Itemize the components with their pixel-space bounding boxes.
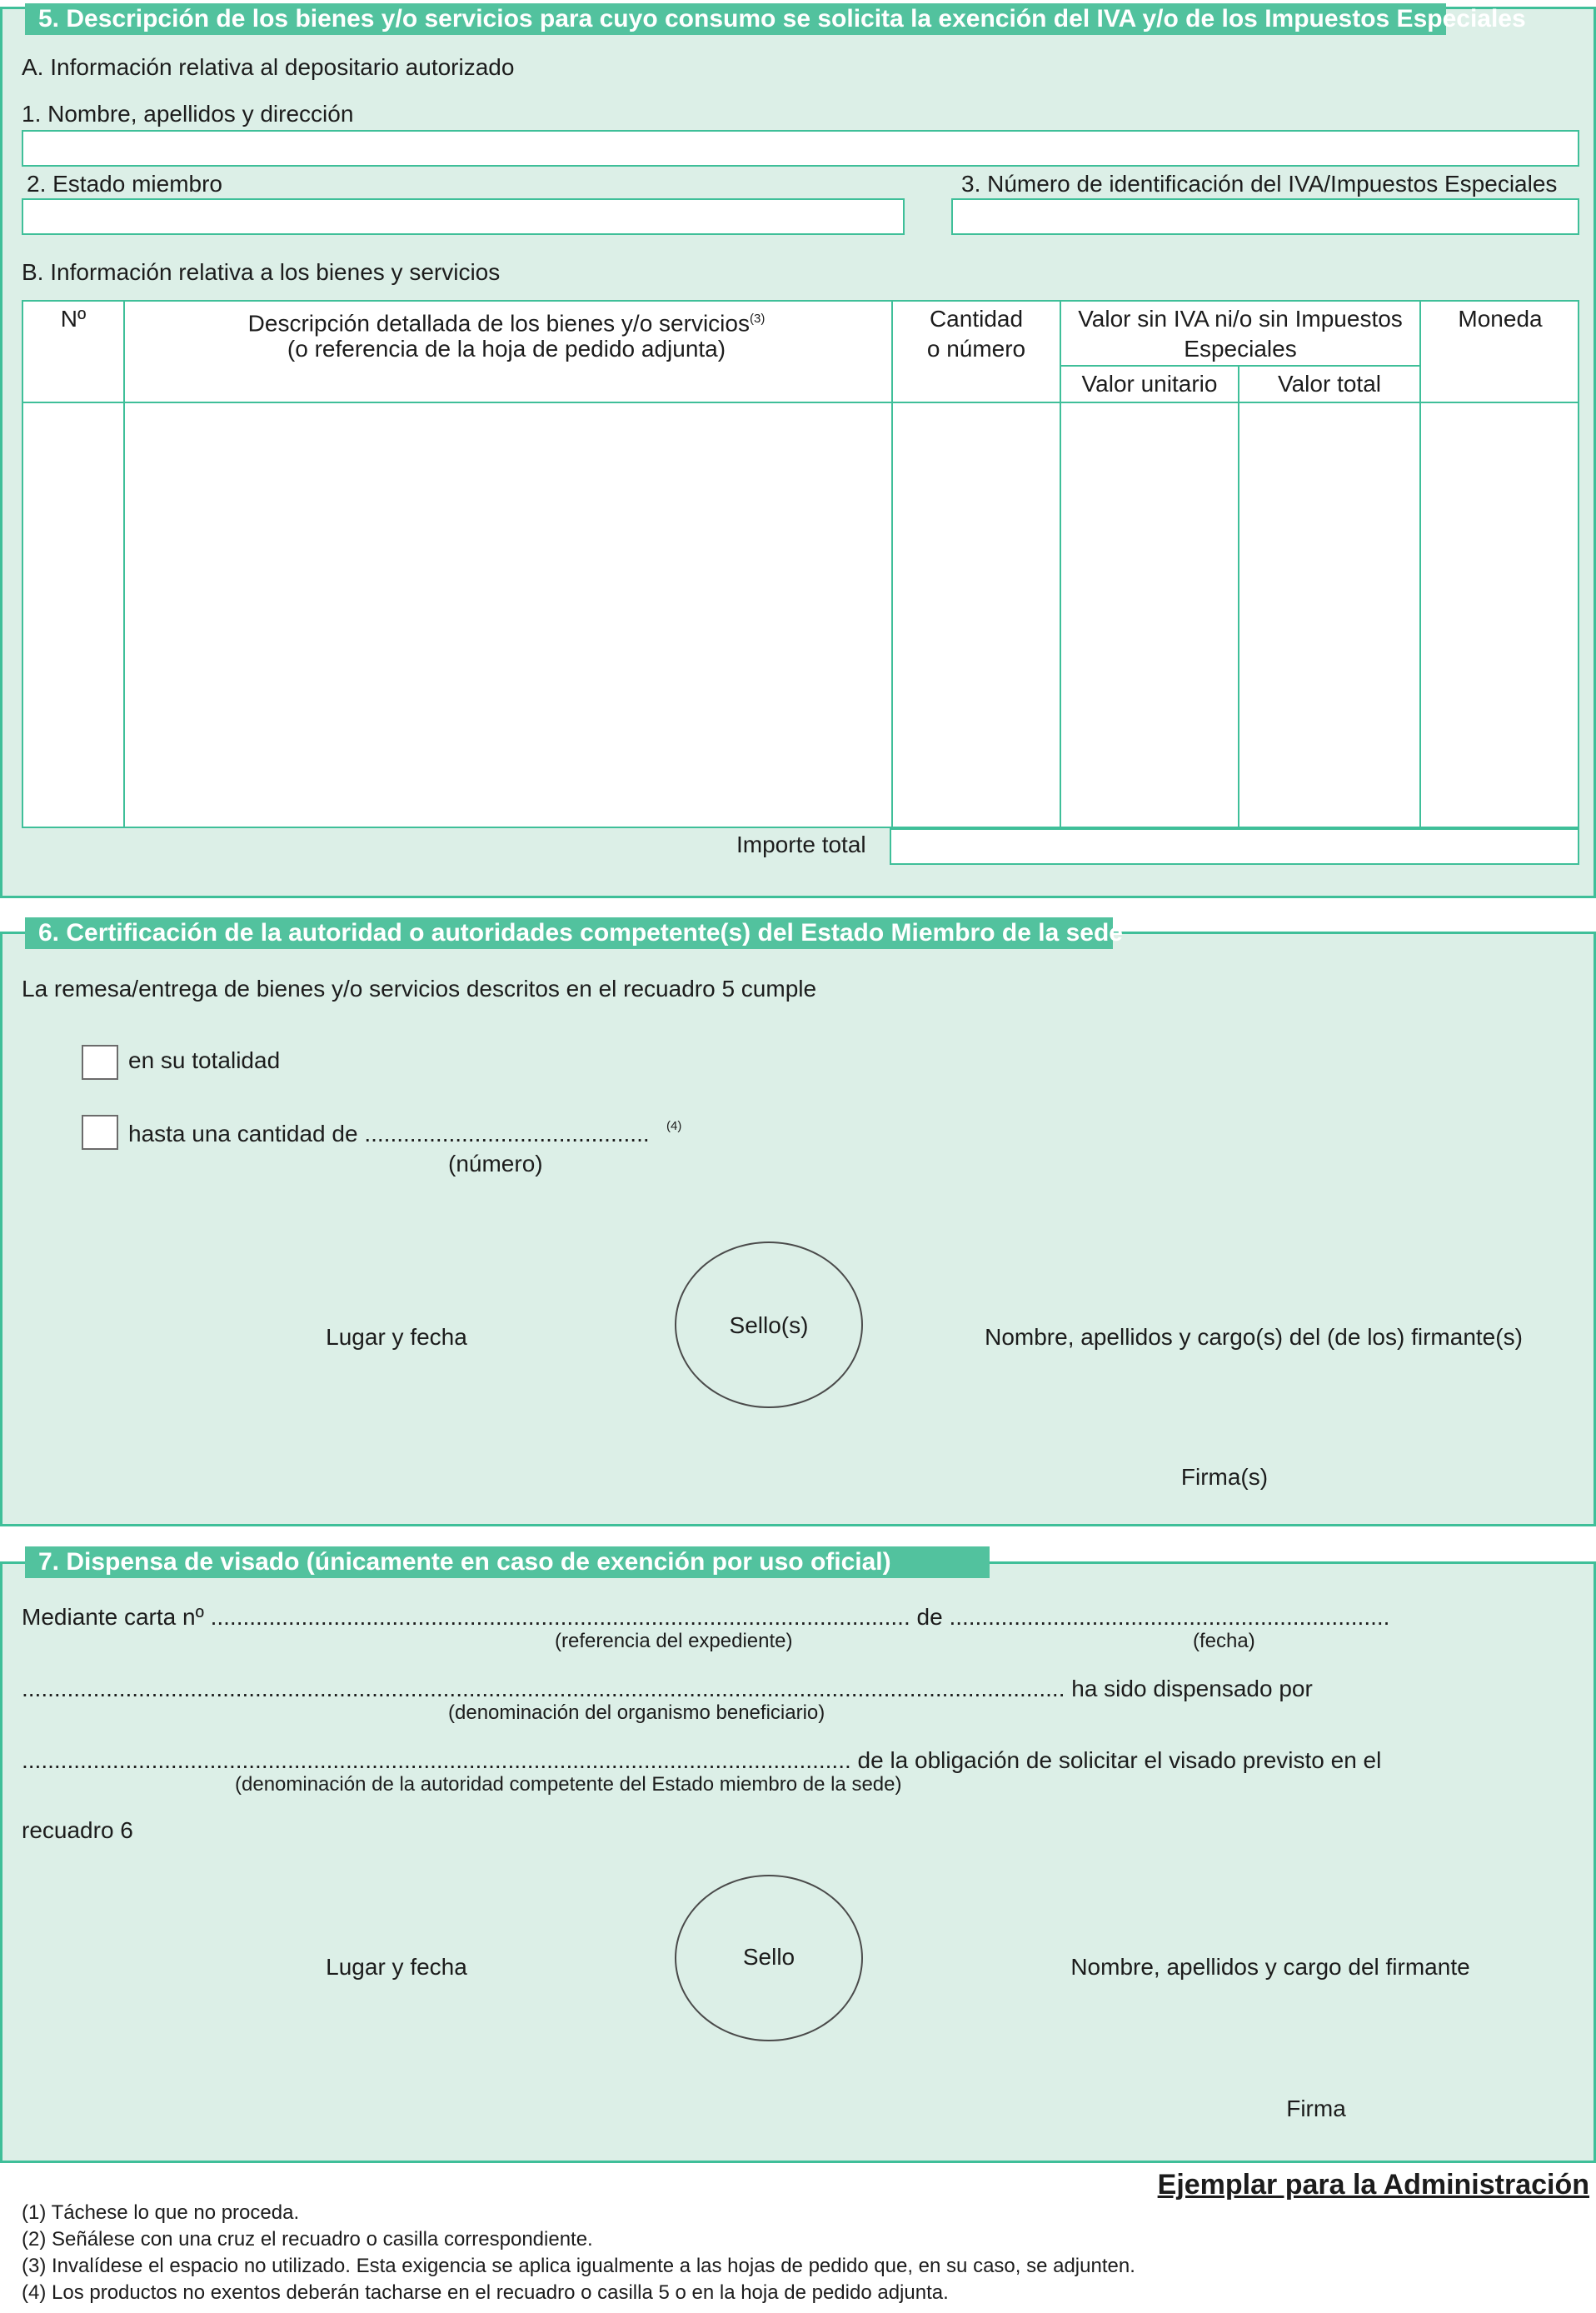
footnote-1: (1) Táchese lo que no proceda. [22, 2201, 300, 2224]
name-address-field[interactable] [22, 130, 1579, 167]
col-divider-4 [1238, 365, 1239, 827]
part-b-heading: B. Información relativa a los bienes y servicios [22, 259, 501, 285]
section-6-title: 6. Certificación de la autoridad o autoridades competente(s) del Estado Miembro de la sede [25, 917, 1113, 949]
section-7-title: 7. Dispensa de visado (únicamente en caso de exención por uso oficial) [25, 1546, 990, 1578]
col-header-unit-value: Valor unitario [1081, 371, 1218, 397]
section-7-line-2: ................................................................................................................................................................. ha sido dispensado por [22, 1676, 1313, 1701]
field-2-label: 2. Estado miembro [27, 171, 222, 197]
col-header-desc: Descripción detallada de los bienes y/o servicios$^{(3)}$ [247, 310, 766, 337]
vat-id-field[interactable] [951, 198, 1579, 235]
section-6-stamp-label: Sello(s) [729, 1312, 809, 1338]
section-7-signature-label: Firma [1286, 2096, 1346, 2121]
full-quantity-checkbox[interactable] [82, 1045, 118, 1080]
section-6-place-date: Lugar y fecha [326, 1324, 467, 1350]
col-header-qty: Cantidad [929, 306, 1024, 332]
value-subheader-divider [1060, 365, 1419, 367]
field-3-label: 3. Número de identificación del IVA/Impuestos Especiales [961, 171, 1558, 197]
footnote-4: (4) Los productos no exentos deberán tacharse en el recuadro o casilla 5 o en la hoja de pedido adjunta. [22, 2281, 949, 2304]
section-7-line-1: Mediante carta nº ............................................................................................................ de .................................................................... [22, 1604, 1390, 1630]
footnote-4-marker: (4) [666, 1119, 682, 1133]
goods-table [22, 300, 1579, 828]
caption-file-reference: (referencia del expediente) [555, 1630, 793, 1652]
caption-competent-authority: (denominación de la autoridad competente del Estado miembro de la sede) [235, 1773, 902, 1796]
partial-quantity-label: hasta una cantidad de ............................................ [128, 1121, 650, 1147]
section-6-intro: La remesa/entrega de bienes y/o servicios descritos en el recuadro 5 cumple [22, 976, 817, 1002]
section-7-panel [0, 1561, 1596, 2163]
member-state-field[interactable] [22, 198, 905, 235]
col-header-value: Valor sin IVA ni/o sin Impuestos [1078, 306, 1403, 332]
copy-label: Ejemplar para la Administración [1157, 2169, 1589, 2201]
col-header-no: Nº [60, 306, 87, 332]
section-6-signature-label: Firma(s) [1180, 1464, 1269, 1490]
caption-date: (fecha) [1193, 1630, 1255, 1652]
total-amount-field[interactable] [890, 828, 1579, 865]
total-amount-label: Importe total [736, 832, 866, 857]
section-5-title: 5. Descripción de los bienes y/o servicios para cuyo consumo se solicita la exención del IVA y/o de los Impuestos Especiales [25, 3, 1446, 35]
table-header-divider [23, 402, 1578, 403]
section-6-panel [0, 932, 1596, 1526]
col-header-qty-line2: o número [926, 336, 1026, 362]
col-divider-3 [1060, 302, 1061, 827]
footnote-3: (3) Invalídese el espacio no utilizado. Esta exigencia se aplica igualmente a las hojas de pedido que, en su caso, se adjunten. [22, 2255, 1135, 2277]
col-header-desc-line2: (o referencia de la hoja de pedido adjunta) [287, 336, 726, 362]
col-header-currency: Moneda [1458, 306, 1543, 332]
col-divider-5 [1419, 302, 1421, 827]
section-7-place-date: Lugar y fecha [326, 1954, 467, 1980]
field-1-label: 1. Nombre, apellidos y dirección [22, 101, 354, 127]
col-divider-1 [123, 302, 125, 827]
section-7-line-4: recuadro 6 [22, 1817, 133, 1843]
section-7-stamp-label: Sello [742, 1944, 796, 1970]
caption-beneficiary-body: (denominación del organismo beneficiario) [448, 1701, 825, 1724]
col-header-value-line2: Especiales [1184, 336, 1297, 362]
section-7-signer-label: Nombre, apellidos y cargo del firmante [1070, 1954, 1470, 1980]
col-divider-2 [891, 302, 893, 827]
part-a-heading: A. Información relativa al depositario autorizado [22, 54, 515, 80]
quantity-caption: (número) [448, 1151, 543, 1176]
footnote-2: (2) Señálese con una cruz el recuadro o casilla correspondiente. [22, 2228, 593, 2251]
section-6-signer-label: Nombre, apellidos y cargo(s) del (de los) firmante(s) [985, 1324, 1523, 1350]
partial-quantity-checkbox[interactable] [82, 1115, 118, 1150]
section-7-line-3: ................................................................................................................................ de la obligación de solicitar el visado previsto en el [22, 1747, 1382, 1773]
full-quantity-label: en su totalidad [128, 1047, 281, 1073]
col-header-total-value: Valor total [1278, 371, 1381, 397]
